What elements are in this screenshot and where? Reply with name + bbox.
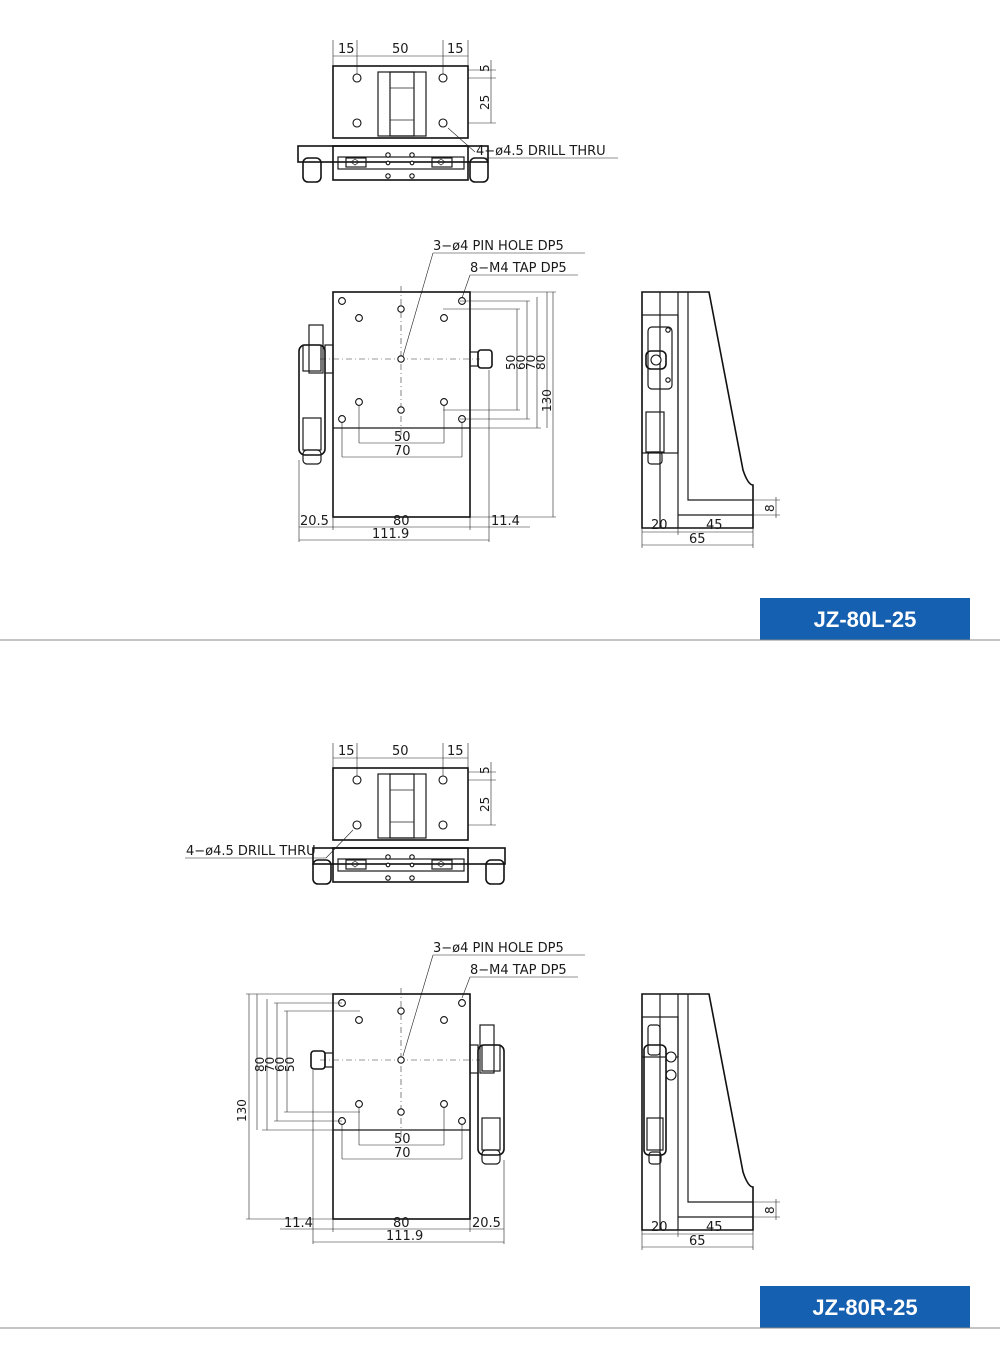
side-dim-8: 8	[763, 504, 777, 512]
side-dim-65: 65	[689, 1234, 706, 1249]
dim-overall: 111.9	[372, 527, 410, 542]
model-badge-r	[760, 1286, 970, 1328]
top-view-l	[298, 40, 618, 182]
dim-top-15-right: 15	[447, 744, 464, 759]
dim-b-80: 80	[393, 1216, 410, 1231]
dim-v-80: 80	[253, 1056, 267, 1072]
note-pin-hole: 3−ø4 PIN HOLE DP5	[433, 941, 564, 956]
dim-v-80: 80	[534, 354, 548, 370]
dim-v-130: 130	[235, 1099, 249, 1122]
dim-h-50: 50	[394, 430, 411, 445]
dim-side-5: 5	[478, 64, 492, 72]
model-title: JZ-80L-25	[813, 607, 917, 632]
panel-jz-80l-25	[0, 40, 1000, 640]
side-dim-20: 20	[651, 1220, 668, 1235]
dim-b-20-5: 20.5	[300, 514, 329, 529]
front-view-r	[235, 941, 585, 1244]
dim-side-25: 25	[478, 796, 492, 812]
dim-top-15-left: 15	[338, 42, 355, 57]
side-dim-65: 65	[689, 532, 706, 547]
note-tap: 8−M4 TAP DP5	[470, 963, 567, 978]
dim-side-5: 5	[478, 766, 492, 774]
side-dim-45: 45	[706, 518, 723, 533]
dim-v-130: 130	[540, 389, 554, 412]
note-drill-thru: 4−ø4.5 DRILL THRU	[476, 144, 606, 159]
dim-v-50: 50	[504, 354, 518, 370]
side-view-r	[642, 994, 780, 1250]
dim-h-70: 70	[394, 1146, 411, 1161]
model-badge-l	[760, 598, 970, 640]
dim-overall: 111.9	[386, 1229, 424, 1244]
dim-h-70: 70	[394, 444, 411, 459]
dim-top-50: 50	[392, 744, 409, 759]
note-tap: 8−M4 TAP DP5	[470, 261, 567, 276]
note-drill-thru: 4−ø4.5 DRILL THRU	[186, 844, 316, 859]
dim-v-60: 60	[514, 354, 528, 370]
dim-top-15-right: 15	[447, 42, 464, 57]
side-dim-45: 45	[706, 1220, 723, 1235]
panel-jz-80r-25	[0, 743, 1000, 1328]
top-view-r	[185, 743, 505, 884]
front-view-l	[299, 239, 585, 542]
dim-b-11-4: 11.4	[284, 1216, 313, 1231]
dim-v-50: 50	[283, 1056, 297, 1072]
side-dim-20: 20	[651, 518, 668, 533]
model-title: JZ-80R-25	[812, 1295, 918, 1320]
dim-b-11-4: 11.4	[491, 514, 520, 529]
dim-b-20-5: 20.5	[472, 1216, 501, 1231]
dim-b-80: 80	[393, 514, 410, 529]
dim-v-70: 70	[263, 1056, 277, 1072]
note-pin-hole: 3−ø4 PIN HOLE DP5	[433, 239, 564, 254]
dim-top-50: 50	[392, 42, 409, 57]
dim-h-50: 50	[394, 1132, 411, 1147]
side-dim-8: 8	[763, 1206, 777, 1214]
dim-v-70: 70	[524, 354, 538, 370]
dim-side-25: 25	[478, 94, 492, 110]
side-view-l	[642, 292, 780, 548]
dim-top-15-left: 15	[338, 744, 355, 759]
dim-v-60: 60	[273, 1056, 287, 1072]
